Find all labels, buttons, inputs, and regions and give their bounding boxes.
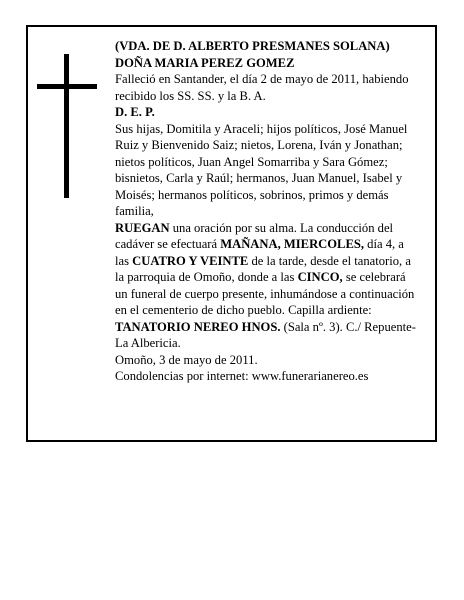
day-label: MAÑANA, MIERCOLES, (220, 237, 365, 251)
cross-icon-bar (37, 84, 97, 89)
death-statement: Falleció en Santander, el día 2 de mayo de 2011, habiendo recibido los SS. SS. y la B. A. (115, 72, 409, 103)
funeral-time-label: CINCO, (297, 270, 343, 284)
place-date: Omoño, 3 de mayo de 2011. (115, 352, 258, 367)
family-list: Sus hijas, Domitila y Araceli; hijos políticos, José Manuel Ruiz y Bienvenido Saiz; nietos, Lorena, Iván y Jonathan; nietos políticos, Juan Angel Somarriba y Sara Gómez; bisnietos, Carla y Raúl; hermanos, Juan Manuel, Isabel y Moisés; hermanos políticos, sobrinos, primos y demás familia, (115, 121, 408, 218)
obituary-text (115, 38, 421, 385)
cross-icon (64, 54, 69, 198)
time-label: CUATRO Y VEINTE (132, 253, 249, 268)
dep-line: D. E. P. (115, 105, 155, 119)
ruegan-label: RUEGAN (115, 220, 170, 235)
widow-line: (VDA. DE D. ALBERTO PRESMANES SOLANA) (115, 39, 390, 53)
deceased-name: DOÑA MARIA PEREZ GOMEZ (115, 55, 295, 70)
ceremony-details: RUEGAN una oración por su alma. La conducción del cadáver se efectuará MAÑANA, MIERCOLES, día 4, a las CUATRO Y VEINTE de la tarde, desde el tanatorio, a la parroquia de Omoño, donde a las CINCO, se celebrará un funeral de cuerpo presente, inhumándose a continuación en el cementerio de dicho pueblo. Capilla ardiente: TANATORIO NEREO HNOS. (Sala nº. 3). C./ Repuente-La Albericia. (115, 220, 416, 350)
condolences-line: Condolencias por internet: www.funerarianereo.es (115, 369, 369, 383)
chapel-name: TANATORIO NEREO HNOS. (115, 319, 281, 334)
